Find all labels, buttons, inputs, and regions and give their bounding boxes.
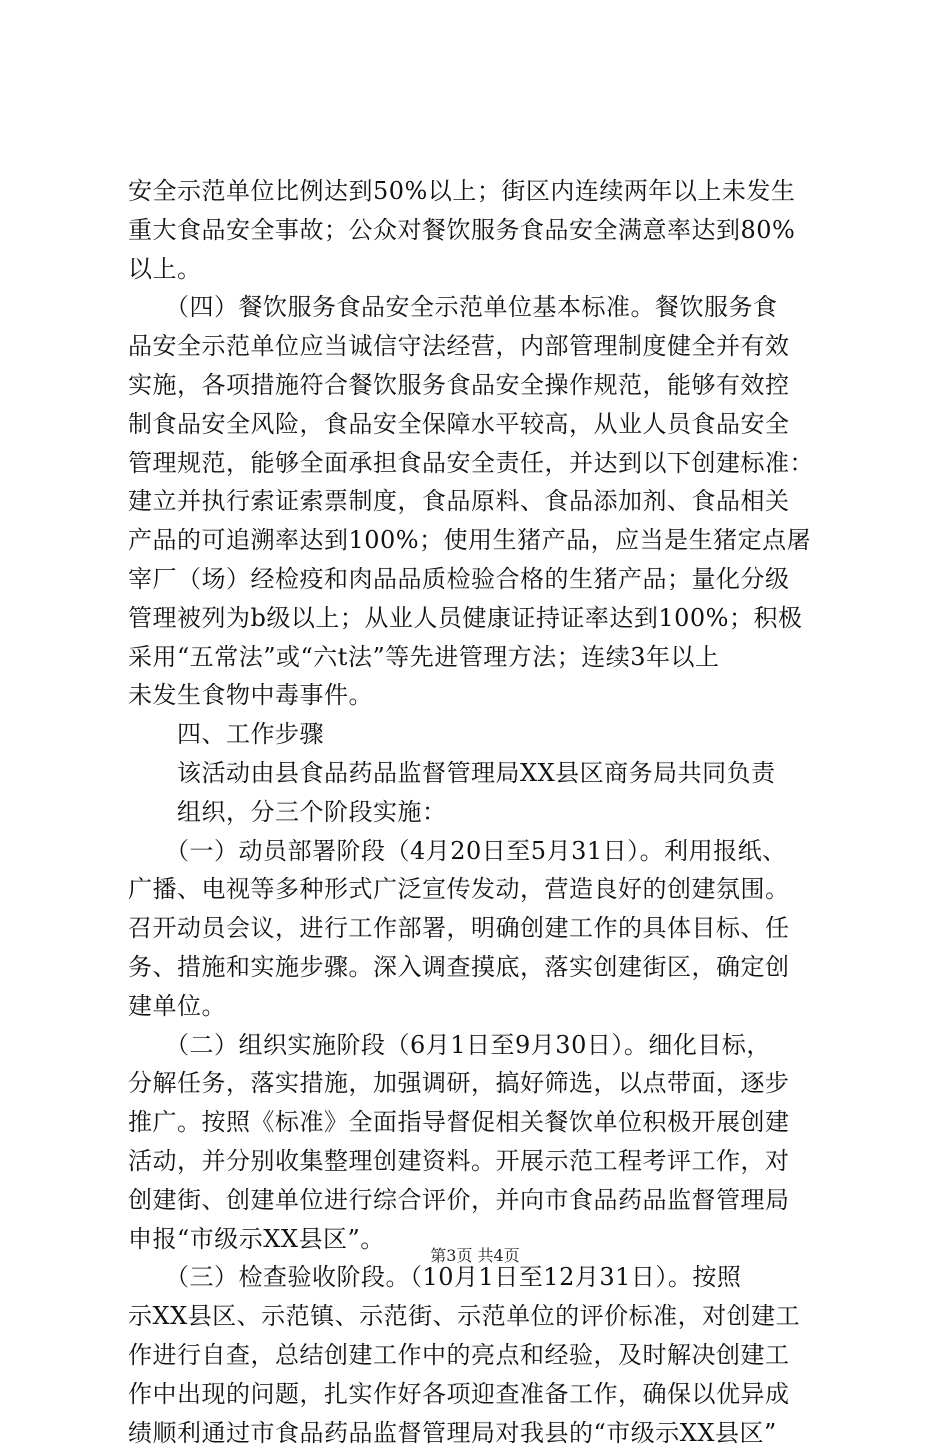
text-line: 推广。按照《标准》全面指导督促相关餐饮单位积极开展创建 bbox=[128, 1103, 828, 1142]
text-line: 申报“市级示XX县区”。 bbox=[128, 1220, 828, 1259]
text-line: 作进行自查，总结创建工作中的亮点和经验，及时解决创建工 bbox=[128, 1336, 828, 1375]
text-line: 建单位。 bbox=[128, 987, 828, 1026]
text-line: 重大食品安全事故；公众对餐饮服务食品安全满意率达到80% bbox=[128, 211, 828, 250]
text-line: 分解任务，落实措施，加强调研，搞好筛选，以点带面，逐步 bbox=[128, 1064, 828, 1103]
text-line: （四）餐饮服务食品安全示范单位基本标准。餐饮服务食 bbox=[128, 288, 828, 327]
text-line: （二）组织实施阶段（6月1日至9月30日）。细化目标， bbox=[128, 1026, 828, 1065]
text-line: 召开动员会议，进行工作部署，明确创建工作的具体目标、任 bbox=[128, 909, 828, 948]
text-line: 未发生食物中毒事件。 bbox=[128, 676, 828, 715]
text-line: 制食品安全风险，食品安全保障水平较高，从业人员食品安全 bbox=[128, 405, 828, 444]
text-line: 活动，并分别收集整理创建资料。开展示范工程考评工作，对 bbox=[128, 1142, 828, 1181]
text-line: 实施，各项措施符合餐饮服务食品安全操作规范，能够有效控 bbox=[128, 366, 828, 405]
text-line: 安全示范单位比例达到50%以上；街区内连续两年以上未发生 bbox=[128, 172, 828, 211]
text-line: 绩顺利通过市食品药品监督管理局对我县的“市级示XX县区” bbox=[128, 1414, 828, 1452]
text-line: 作中出现的问题，扎实作好各项迎查准备工作，确保以优异成 bbox=[128, 1375, 828, 1414]
text-line: 广播、电视等多种形式广泛宣传发动，营造良好的创建氛围。 bbox=[128, 870, 828, 909]
text-line: （三）检查验收阶段。（10月1日至12月31日）。按照 bbox=[128, 1258, 828, 1297]
text-line: 创建街、创建单位进行综合评价，并向市食品药品监督管理局 bbox=[128, 1181, 828, 1220]
text-line: 管理规范，能够全面承担食品安全责任，并达到以下创建标准： bbox=[128, 444, 828, 483]
text-line: 四、工作步骤 bbox=[128, 715, 828, 754]
text-line: 品安全示范单位应当诚信守法经营，内部管理制度健全并有效 bbox=[128, 327, 828, 366]
text-line: 组织，分三个阶段实施： bbox=[128, 793, 828, 832]
page-footer: 第3页 共4页 bbox=[0, 1243, 950, 1266]
text-line: 务、措施和实施步骤。深入调查摸底，落实创建街区，确定创 bbox=[128, 948, 828, 987]
text-line: 采用“五常法”或“六t法”等先进管理方法；连续3年以上 bbox=[128, 638, 828, 677]
text-line: 建立并执行索证索票制度，食品原料、食品添加剂、食品相关 bbox=[128, 482, 828, 521]
text-line: 以上。 bbox=[128, 250, 828, 289]
text-line: 宰厂（场）经检疫和肉品品质检验合格的生猪产品；量化分级 bbox=[128, 560, 828, 599]
text-line: 管理被列为b级以上；从业人员健康证持证率达到100%；积极 bbox=[128, 599, 828, 638]
text-line: 该活动由县食品药品监督管理局XX县区商务局共同负责 bbox=[128, 754, 828, 793]
text-line: 产品的可追溯率达到100%；使用生猪产品，应当是生猪定点屠 bbox=[128, 521, 828, 560]
text-line: 示XX县区、示范镇、示范街、示范单位的评价标准，对创建工 bbox=[128, 1297, 828, 1336]
text-line: （一）动员部署阶段（4月20日至5月31日）。利用报纸、 bbox=[128, 832, 828, 871]
